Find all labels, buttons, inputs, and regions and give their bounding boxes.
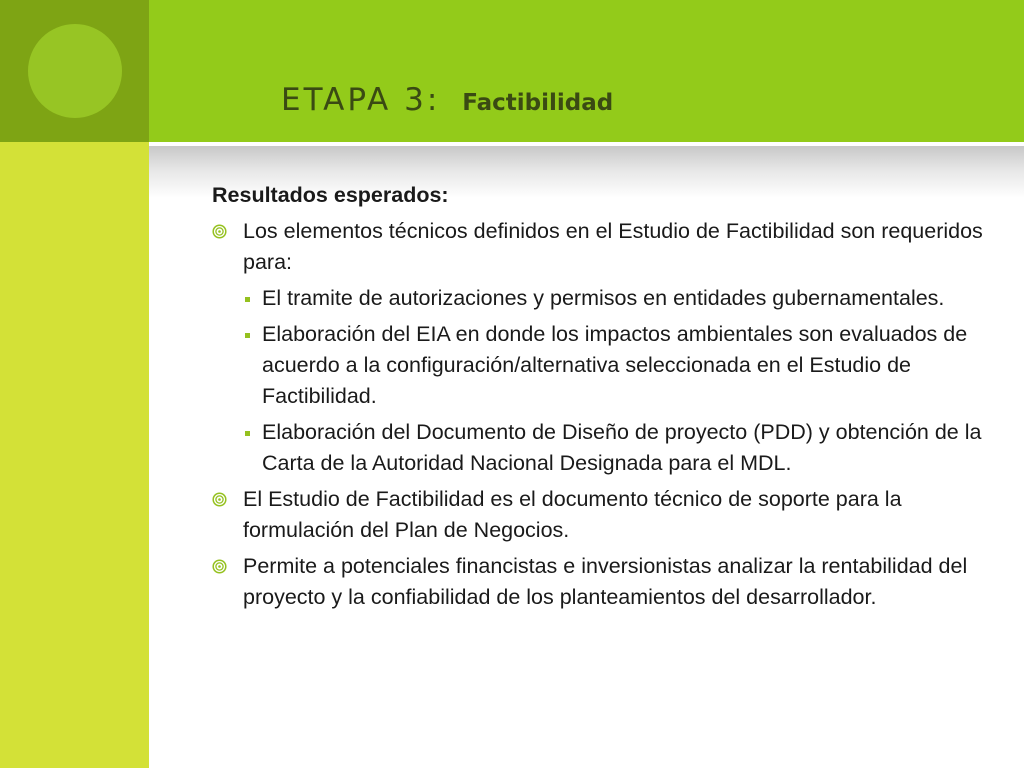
concentric-circle-bullet-icon: [212, 559, 227, 574]
square-bullet-icon: [245, 431, 250, 436]
square-bullet-icon: [245, 333, 250, 338]
section-heading: Resultados esperados:: [212, 183, 449, 207]
bullet-item: [212, 551, 992, 613]
left-sidebar-band: [0, 142, 149, 768]
sub-bullet-text: Elaboración del EIA en donde los impactos ambientales son evaluados de acuerdo a la configuración/alternativa seleccionada en el Estudio de Factibilidad.: [262, 322, 968, 408]
bullet-text: Permite a potenciales financistas e inversionistas analizar la rentabilidad del proyecto y la confiabilidad de los planteamientos del desarrollador.: [243, 554, 968, 609]
concentric-circle-bullet-icon: [212, 492, 227, 507]
bullet-item: [212, 484, 992, 546]
bullet-text: Los elementos técnicos definidos en el Estudio de Factibilidad son requeridos para:: [243, 219, 983, 274]
decorative-circle: [28, 24, 122, 118]
sub-bullet-item: [212, 417, 992, 479]
concentric-circle-bullet-icon: [212, 224, 227, 239]
sub-bullet-text: Elaboración del Documento de Diseño de proyecto (PDD) y obtención de la Carta de la Autoridad Nacional Designada para el MDL.: [262, 420, 982, 475]
sub-bullet-item: [212, 283, 992, 314]
bullet-text: El Estudio de Factibilidad es el documento técnico de soporte para la formulación del Plan de Negocios.: [243, 487, 902, 542]
sub-bullet-item: [212, 319, 992, 412]
title-prefix: ETAPA 3:: [281, 82, 441, 118]
title-suffix: Factibilidad: [462, 90, 614, 116]
bullet-item: [212, 216, 992, 278]
square-bullet-icon: [245, 297, 250, 302]
slide-body: [212, 180, 992, 618]
sub-bullet-text: El tramite de autorizaciones y permisos en entidades gubernamentales.: [262, 286, 945, 310]
slide-title: [281, 82, 613, 126]
